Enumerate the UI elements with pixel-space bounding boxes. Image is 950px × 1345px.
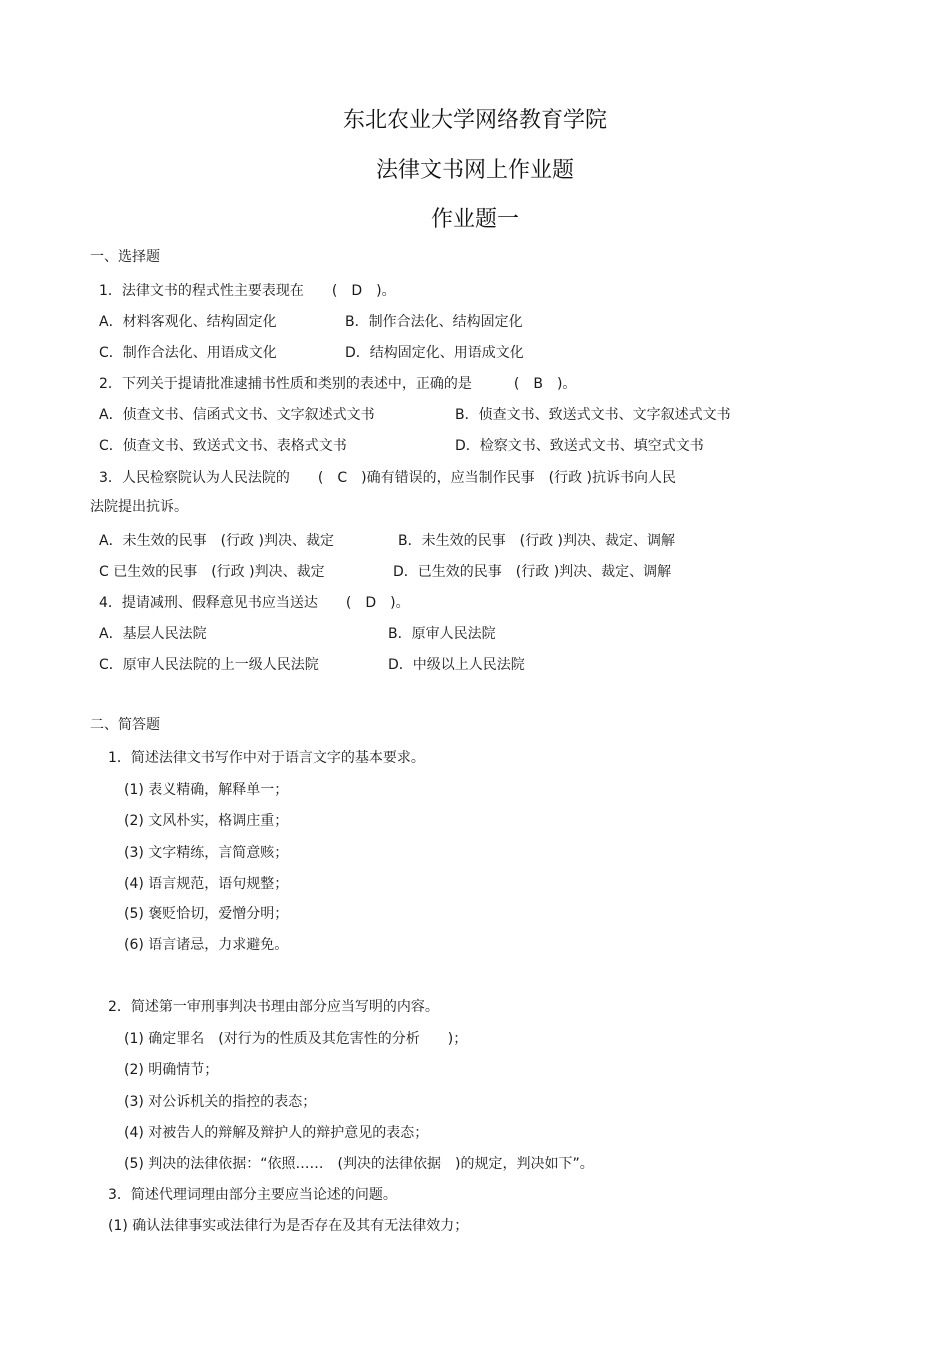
option-2a: A．侦查文书、信函式文书、文字叙述式文书 bbox=[99, 407, 375, 423]
course-title: 法律文书网上作业题 bbox=[375, 158, 574, 183]
option-4a: A．基层人民法院 bbox=[99, 626, 207, 642]
answer-2-item: (5) 判决的法律依据：“依照…… (判决的法律依据 )的规定，判决如下”。 bbox=[124, 1156, 594, 1172]
option-1b: B．制作合法化、结构固定化 bbox=[345, 314, 523, 330]
option-3c: C 已生效的民事 (行政 )判决、裁定 bbox=[99, 564, 325, 580]
section-heading-short-answer: 二、简答题 bbox=[90, 717, 160, 733]
option-1c: C．制作合法化、用语成文化 bbox=[99, 345, 277, 361]
option-1d: D．结构固定化、用语成文化 bbox=[345, 345, 524, 361]
school-title: 东北农业大学网络教育学院 bbox=[342, 108, 607, 133]
option-2d: D．检察文书、致送式文书、填空式文书 bbox=[455, 438, 704, 454]
question-3-continued: 法院提出抗诉。 bbox=[90, 499, 188, 515]
option-4c: C．原审人民法院的上一级人民法院 bbox=[99, 657, 319, 673]
question-4: 4．提请减刑、假释意见书应当送达 ( D )。 bbox=[99, 595, 410, 611]
answer-1-item: (5) 褒贬恰切，爱憎分明； bbox=[124, 906, 289, 922]
option-3b: B．未生效的民事 (行政 )判决、裁定、调解 bbox=[398, 533, 675, 549]
answer-2-item: (3) 对公诉机关的指控的表态； bbox=[124, 1094, 317, 1110]
option-3a: A．未生效的民事 (行政 )判决、裁定 bbox=[99, 533, 334, 549]
question-1: 1．法律文书的程式性主要表现在 ( D )。 bbox=[99, 283, 396, 299]
answer-2-item: (2) 明确情节； bbox=[124, 1062, 219, 1078]
option-2c: C．侦查文书、致送式文书、表格式文书 bbox=[99, 438, 347, 454]
section-heading-choice: 一、选择题 bbox=[90, 249, 160, 265]
question-2: 2．下列关于提请批准逮捕书性质和类别的表述中，正确的是 ( B )。 bbox=[99, 376, 577, 392]
answer-1-item: (6) 语言诸忌，力求避免。 bbox=[124, 937, 289, 953]
answer-3-item: (1) 确认法律事实或法律行为是否存在及其有无法律效力； bbox=[108, 1218, 469, 1234]
option-3d: D．已生效的民事 (行政 )判决、裁定、调解 bbox=[393, 564, 672, 580]
short-question-3: 3．简述代理词理由部分主要应当论述的问题。 bbox=[108, 1187, 397, 1203]
answer-1-item: (2) 文风朴实，格调庄重； bbox=[124, 813, 289, 829]
answer-1-item: (4) 语言规范，语句规整； bbox=[124, 876, 289, 892]
short-question-2: 2．简述第一审刑事判决书理由部分应当写明的内容。 bbox=[108, 999, 439, 1015]
answer-2-item: (1) 确定罪名 (对行为的性质及其危害性的分析 )； bbox=[124, 1031, 468, 1047]
answer-1-item: (1) 表义精确，解释单一； bbox=[124, 782, 289, 798]
option-2b: B．侦查文书、致送式文书、文字叙述式文书 bbox=[455, 407, 731, 423]
option-1a: A．材料客观化、结构固定化 bbox=[99, 314, 277, 330]
option-4d: D．中级以上人民法院 bbox=[388, 657, 525, 673]
option-4b: B．原审人民法院 bbox=[388, 626, 496, 642]
question-3: 3．人民检察院认为人民法院的 ( C )确有错误的，应当制作民事 (行政 )抗诉书向人民 bbox=[99, 470, 676, 486]
answer-2-item: (4) 对被告人的辩解及辩护人的辩护意见的表态； bbox=[124, 1125, 429, 1141]
answer-1-item: (3) 文字精练，言简意赅； bbox=[124, 845, 289, 861]
assignment-title: 作业题一 bbox=[430, 207, 519, 232]
short-question-1: 1．简述法律文书写作中对于语言文字的基本要求。 bbox=[108, 750, 425, 766]
